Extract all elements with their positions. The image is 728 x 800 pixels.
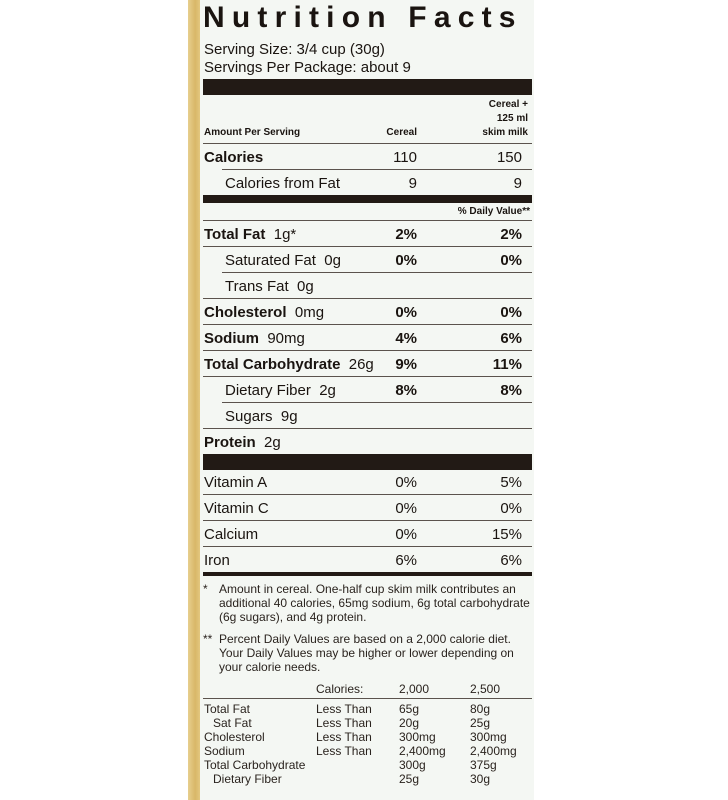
- vitamin-label: Iron: [204, 552, 230, 569]
- calories-milk: 150: [496, 149, 522, 166]
- col-milk-line2: 125 ml: [496, 113, 528, 124]
- nutrient-amount: 0g: [296, 278, 314, 295]
- vitamin-cereal-dv: 0%: [395, 474, 417, 491]
- nutrient-row-saturated-fat: [225, 252, 341, 270]
- vitamin-label: Vitamin C: [204, 500, 269, 517]
- dv-header-calories: Calories:: [316, 682, 364, 696]
- divider: [203, 520, 532, 521]
- divider: [203, 546, 532, 547]
- dv-row-label: Cholesterol: [204, 730, 265, 744]
- vitamin-milk-dv: 5%: [500, 474, 522, 491]
- nutrient-amount: 9g: [280, 408, 298, 425]
- divider: [222, 402, 532, 403]
- calories-from-fat-milk: 9: [513, 175, 522, 192]
- dv-row-limit: Less Than: [316, 716, 372, 730]
- divider: [203, 298, 532, 299]
- divider: [222, 169, 532, 170]
- divider: [203, 324, 532, 325]
- nutrient-label: Trans Fat: [225, 278, 289, 295]
- footnote-symbol: **: [203, 632, 213, 646]
- col-cereal: Cereal: [386, 127, 417, 138]
- nutrient-row-sodium: [204, 330, 305, 348]
- dv-row-2000: 300mg: [399, 730, 436, 744]
- nutrient-row-protein: [204, 434, 281, 452]
- medium-bar: [203, 195, 532, 203]
- dv-row-2000: 25g: [399, 772, 420, 786]
- dv-row-label: Sodium: [204, 744, 245, 758]
- box-edge: [188, 0, 200, 800]
- nutrient-cereal-dv: 8%: [395, 382, 417, 399]
- amount-per-serving: Amount Per Serving: [204, 127, 301, 138]
- nutrient-cereal-dv: 4%: [395, 330, 417, 347]
- vitamin-cereal-dv: 6%: [395, 552, 417, 569]
- dv-row-label: Total Carbohydrate: [204, 758, 306, 772]
- nutrient-label: Saturated Fat: [225, 252, 316, 269]
- nutrient-label: Total Fat: [204, 226, 266, 243]
- nutrient-milk-dv: 0%: [500, 252, 522, 269]
- nutrient-label: Dietary Fiber: [225, 382, 311, 399]
- footnote-text: Percent Daily Values are based on a 2,000 calorie diet. Your Daily Values may be higher or lower depending on your calorie needs.: [219, 632, 514, 674]
- dv-row-2500: 300mg: [470, 730, 507, 744]
- calories-label: Calories: [204, 149, 264, 166]
- thick-bar: [203, 79, 532, 95]
- nutrient-cereal-dv: 0%: [395, 252, 417, 269]
- right-background: [534, 0, 728, 800]
- dv-row-label: Dietary Fiber: [213, 772, 282, 786]
- calories-from-fat-cereal: 9: [408, 175, 417, 192]
- nutrient-row-dietary-fiber: [225, 382, 336, 400]
- box-background: [0, 0, 200, 800]
- nutrient-label: Total Carbohydrate: [204, 356, 341, 373]
- nutrient-label: Cholesterol: [204, 304, 287, 321]
- dv-header-2000: 2,000: [399, 682, 430, 696]
- vitamin-milk-dv: 0%: [500, 500, 522, 517]
- nutrient-amount: 90mg: [267, 330, 305, 347]
- dv-row-2500: 80g: [470, 702, 491, 716]
- calories-from-fat-label: Calories from Fat: [225, 175, 341, 192]
- dv-row-limit: Less Than: [316, 730, 372, 744]
- nutrient-milk-dv: 0%: [500, 304, 522, 321]
- vitamin-cereal-dv: 0%: [395, 526, 417, 543]
- panel-title: Nutrition Facts: [203, 1, 523, 34]
- footnote-symbol: *: [203, 582, 208, 596]
- nutrient-row-total-fat: [204, 226, 296, 244]
- dv-row-2000: 300g: [399, 758, 426, 772]
- nutrient-amount: 26g: [348, 356, 374, 373]
- nutrient-milk-dv: 6%: [500, 330, 522, 347]
- nutrient-amount: 0g: [324, 252, 341, 269]
- vitamin-milk-dv: 15%: [491, 526, 522, 543]
- dv-row-limit: Less Than: [316, 744, 372, 758]
- nutrient-cereal-dv: 9%: [395, 356, 417, 373]
- dv-header-2500: 2,500: [470, 682, 501, 696]
- nutrient-amount: 2g: [264, 434, 281, 451]
- vitamin-milk-dv: 6%: [500, 552, 522, 569]
- nutrient-amount: 2g: [319, 382, 336, 399]
- nutrient-row-sugars: [225, 408, 298, 426]
- dv-row-2500: 30g: [470, 772, 491, 786]
- nutrient-label: Sugars: [225, 408, 273, 425]
- divider: [203, 376, 532, 377]
- dv-row-label: Sat Fat: [213, 716, 252, 730]
- divider: [203, 428, 532, 429]
- footnote-text: Amount in cereal. One-half cup skim milk contributes an additional 40 calories, 65mg sodium, 6g total carbohydrate (6g sugars), and 4g protein.: [219, 582, 530, 624]
- dv-row-label: Total Fat: [204, 702, 251, 716]
- divider: [203, 220, 532, 221]
- dv-row-2000: 2,400mg: [399, 744, 446, 758]
- col-milk-line3: skim milk: [482, 127, 528, 138]
- dv-row-2500: 2,400mg: [470, 744, 517, 758]
- divider: [203, 246, 532, 247]
- dv-row-2500: 25g: [470, 716, 491, 730]
- thick-bar: [203, 454, 532, 470]
- divider: [203, 494, 532, 495]
- nutrient-cereal-dv: 0%: [395, 304, 417, 321]
- nutrient-label: Sodium: [204, 330, 259, 347]
- nutrient-amount: 0mg: [294, 304, 325, 321]
- servings-per-package: Servings Per Package: about 9: [204, 59, 411, 76]
- vitamin-cereal-dv: 0%: [395, 500, 417, 517]
- divider: [222, 272, 532, 273]
- serving-size: Serving Size: 3/4 cup (30g): [204, 41, 385, 58]
- medium-bar: [203, 572, 532, 576]
- nutrient-label: Protein: [204, 434, 256, 451]
- dv-row-2500: 375g: [470, 758, 497, 772]
- nutrient-amount: 1g*: [273, 226, 297, 243]
- daily-value-header: % Daily Value**: [457, 206, 530, 217]
- divider: [203, 698, 532, 699]
- vitamin-label: Calcium: [204, 526, 259, 543]
- col-milk-line1: Cereal +: [488, 99, 528, 110]
- divider: [203, 350, 532, 351]
- nutrient-milk-dv: 2%: [500, 226, 522, 243]
- nutrient-row-total-carbohydrate: [204, 356, 374, 374]
- divider: [203, 143, 532, 144]
- nutrient-cereal-dv: 2%: [395, 226, 417, 243]
- dv-row-2000: 65g: [399, 702, 420, 716]
- nutrient-row-cholesterol: [204, 304, 324, 322]
- nutrient-row-trans-fat: [225, 278, 314, 296]
- calories-cereal: 110: [393, 149, 417, 166]
- dv-row-2000: 20g: [399, 716, 420, 730]
- nutrient-milk-dv: 11%: [492, 356, 522, 373]
- nutrient-milk-dv: 8%: [500, 382, 522, 399]
- vitamin-label: Vitamin A: [204, 474, 268, 491]
- dv-row-limit: Less Than: [316, 702, 372, 716]
